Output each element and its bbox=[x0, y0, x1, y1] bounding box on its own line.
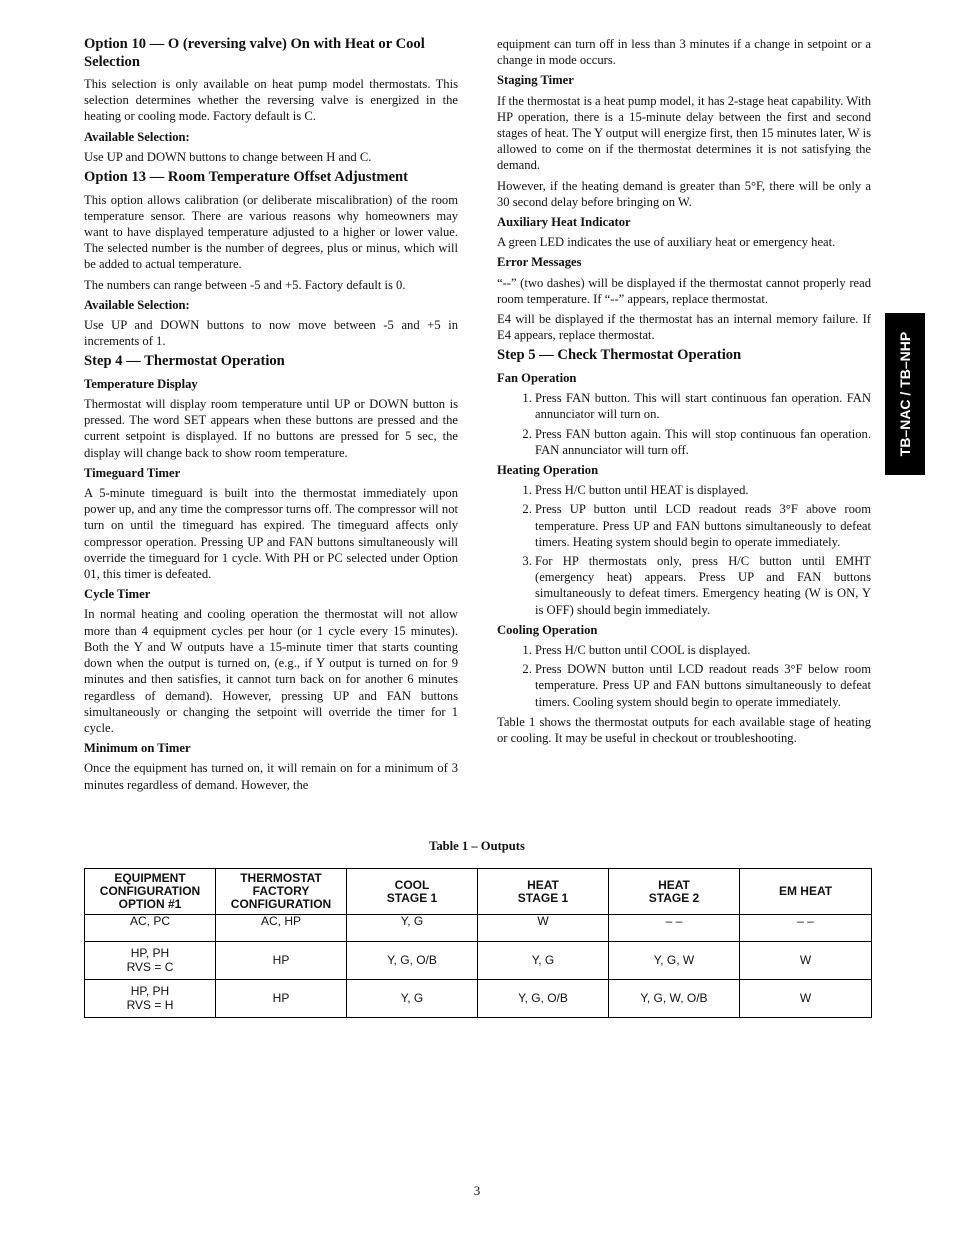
list-item: 1. Press H/C button until COOL is displayed. bbox=[535, 642, 871, 658]
heating-operation-list bbox=[497, 482, 871, 618]
list-item: 1. Press FAN button. This will start continuous fan operation. FAN annunciator will turn on. bbox=[535, 390, 871, 422]
timeguard-body: A 5-minute timeguard is built into the thermostat immediately upon power up, and any time the compressor turns off. The compressor will not turn on until the timeguard has expired. The timeguard affects only compressor operation. Pressing UP and FAN buttons simultaneously will override the timeguard for 1 cycle. With PH or PC selected under Option 01, this timer is defeated. bbox=[84, 486, 458, 582]
column-header: COOL STAGE 1 bbox=[347, 869, 478, 915]
cooling-operation-heading: Cooling Operation bbox=[497, 622, 598, 637]
table-cell: Y, G bbox=[478, 942, 609, 980]
staging-timer-heading: Staging Timer bbox=[497, 73, 574, 88]
side-tab bbox=[885, 313, 925, 475]
column-header: EM HEAT bbox=[740, 869, 872, 915]
option10-available-body: Use UP and DOWN buttons to change between H and C. bbox=[84, 149, 372, 164]
list-item: 3. For HP thermostats only, press H/C button until EMHT (emergency heat) appears. Press UP and FAN buttons simultaneously to defeat timers. Emergency heating (W is ON, Y is OFF) should begin immediately. bbox=[535, 553, 871, 618]
list-item: 2. Press DOWN button until LCD readout reads 3°F below room temperature. Press UP and FAN buttons simultaneously to defeat timers. Cooling system should begin to operate immediately. bbox=[535, 661, 871, 710]
table-cell: HP, PH RVS = H bbox=[85, 980, 216, 1018]
table-cell: HP, PH RVS = C bbox=[85, 942, 216, 980]
fan-operation-list bbox=[497, 390, 871, 458]
cycle-timer-body: In normal heating and cooling operation the thermostat will not allow more than 4 equipment cycles per hour (or 1 cycle every 15 minutes). Both the Y and W outputs have a 15-minute timer that starts counting down when the output is turned on, (e.g., if Y output is turned on for 9 minutes and then satisfies, it cannot turn back on for another 6 minutes regardless of demand). However, pressing UP and FAN buttons simultaneously or changing the setpoint will override the timer for 1 cycle. bbox=[84, 607, 458, 735]
table-cell: HP bbox=[216, 942, 347, 980]
error-messages-body-2: E4 will be displayed if the thermostat has an internal memory failure. If E4 appears, replace thermostat. bbox=[497, 312, 871, 343]
table-cell: Y, G bbox=[347, 915, 478, 942]
table-cell: Y, G, O/B bbox=[478, 980, 609, 1018]
cooling-operation-list bbox=[497, 642, 871, 710]
option10-body: This selection is only available on heat pump model thermostats. This selection determines whether the reversing valve is energized in the heating or cooling mode. Factory default is C. bbox=[84, 77, 458, 124]
step4-heading: Step 4 — Thermostat Operation bbox=[84, 353, 285, 370]
table-row bbox=[85, 915, 872, 942]
option13-available-heading: Available Selection: bbox=[84, 297, 190, 312]
table-cell: AC, PC bbox=[85, 915, 216, 942]
right-column bbox=[497, 36, 871, 750]
page-number: 3 bbox=[473, 1183, 481, 1198]
column-header: HEAT STAGE 1 bbox=[478, 869, 609, 915]
temperature-display-body: Thermostat will display room temperature until UP or DOWN button is pressed. The word SET appears when these buttons are pressed and the current setpoint is displayed. If no buttons are pressed for 5 sec, the display will change back to show room temperature. bbox=[84, 397, 458, 460]
aux-heat-body: A green LED indicates the use of auxiliary heat or emergency heat. bbox=[497, 235, 836, 250]
option13-body: This option allows calibration (or deliberate miscalibration) of the room temperature sensor. There are various reasons why homeowners may want to have displayed temperature adjusted to a higher or lower value. The selected number is the number of degrees, plus or minus, which will be added to actual temperature. bbox=[84, 192, 458, 272]
step5-heading: Step 5 — Check Thermostat Operation bbox=[497, 347, 742, 364]
left-column bbox=[84, 36, 458, 797]
error-messages-body: “--” (two dashes) will be displayed if the thermostat cannot properly read room temperature. If “--” appears, replace thermostat. bbox=[497, 275, 871, 306]
option13-range: The numbers can range between -5 and +5. Factory default is 0. bbox=[84, 277, 406, 292]
minimum-on-body: Once the equipment has turned on, it will remain on for a minimum of 3 minutes regardless of demand. However, the bbox=[84, 761, 458, 792]
temperature-display-heading: Temperature Display bbox=[84, 376, 198, 391]
table-cell: HP bbox=[216, 980, 347, 1018]
staging-timer-body: If the thermostat is a heat pump model, it has 2-stage heat capability. With HP operation, there is a 15-minute delay between the first and second stages of heat. The Y output will energize first, then 15 minutes later, W is allowed to come on if the thermostat determines it is not satisfying the demand. bbox=[497, 93, 871, 173]
table-cell: Y, G, O/B bbox=[347, 942, 478, 980]
fan-operation-heading: Fan Operation bbox=[497, 370, 577, 385]
column-header: EQUIPMENT CONFIGURATION OPTION #1 bbox=[85, 869, 216, 915]
table-cell: Y, G, W bbox=[609, 942, 740, 980]
table-cell: – – bbox=[740, 915, 872, 942]
timeguard-heading: Timeguard Timer bbox=[84, 465, 181, 480]
column-header: THERMOSTAT FACTORY CONFIGURATION bbox=[216, 869, 347, 915]
cycle-timer-heading: Cycle Timer bbox=[84, 587, 151, 602]
option10-heading: Option 10 — O (reversing valve) On with Heat or Cool Selection bbox=[84, 36, 425, 70]
option13-heading: Option 13 — Room Temperature Offset Adjustment bbox=[84, 169, 409, 186]
list-item: 1. Press H/C button until HEAT is displayed. bbox=[535, 482, 871, 498]
column-header: HEAT STAGE 2 bbox=[609, 869, 740, 915]
table-cell: – – bbox=[609, 915, 740, 942]
table-cell: Y, G, W, O/B bbox=[609, 980, 740, 1018]
outputs-table bbox=[84, 868, 872, 1018]
minimum-on-heading: Minimum on Timer bbox=[84, 741, 191, 756]
error-messages-heading: Error Messages bbox=[497, 255, 582, 270]
option13-available-body: Use UP and DOWN buttons to now move between -5 and +5 in increments of 1. bbox=[84, 317, 458, 349]
table-caption: Table 1 – Outputs bbox=[429, 839, 525, 853]
table-cell: W bbox=[478, 915, 609, 942]
table-row bbox=[85, 942, 872, 980]
aux-heat-heading: Auxiliary Heat Indicator bbox=[497, 215, 631, 230]
staging-timer-body-2: However, if the heating demand is greater than 5°F, there will be only a 30 second delay before bringing on W. bbox=[497, 178, 871, 209]
heating-operation-heading: Heating Operation bbox=[497, 462, 599, 477]
table-cell: W bbox=[740, 942, 872, 980]
side-tab-label: TB–NAC / TB–NHP bbox=[897, 331, 913, 457]
list-item: 2. Press FAN button again. This will stop continuous fan operation. FAN annunciator will turn off. bbox=[535, 426, 871, 458]
option10-available-heading: Available Selection: bbox=[84, 129, 190, 144]
minimum-on-continued: equipment can turn off in less than 3 minutes if a change in setpoint or a change in mode occurs. bbox=[497, 37, 871, 68]
list-item: 2. Press UP button until LCD readout reads 3°F above room temperature. Press UP and FAN buttons simultaneously to defeat timers. Heating system should begin to operate immediately. bbox=[535, 501, 871, 550]
table-intro: Table 1 shows the thermostat outputs for each available stage of heating or cooling. It may be useful in checkout or troubleshooting. bbox=[497, 714, 871, 746]
table-cell: Y, G bbox=[347, 980, 478, 1018]
table-header-row bbox=[85, 869, 872, 915]
table-cell: AC, HP bbox=[216, 915, 347, 942]
table-row bbox=[85, 980, 872, 1018]
table-cell: W bbox=[740, 980, 872, 1018]
